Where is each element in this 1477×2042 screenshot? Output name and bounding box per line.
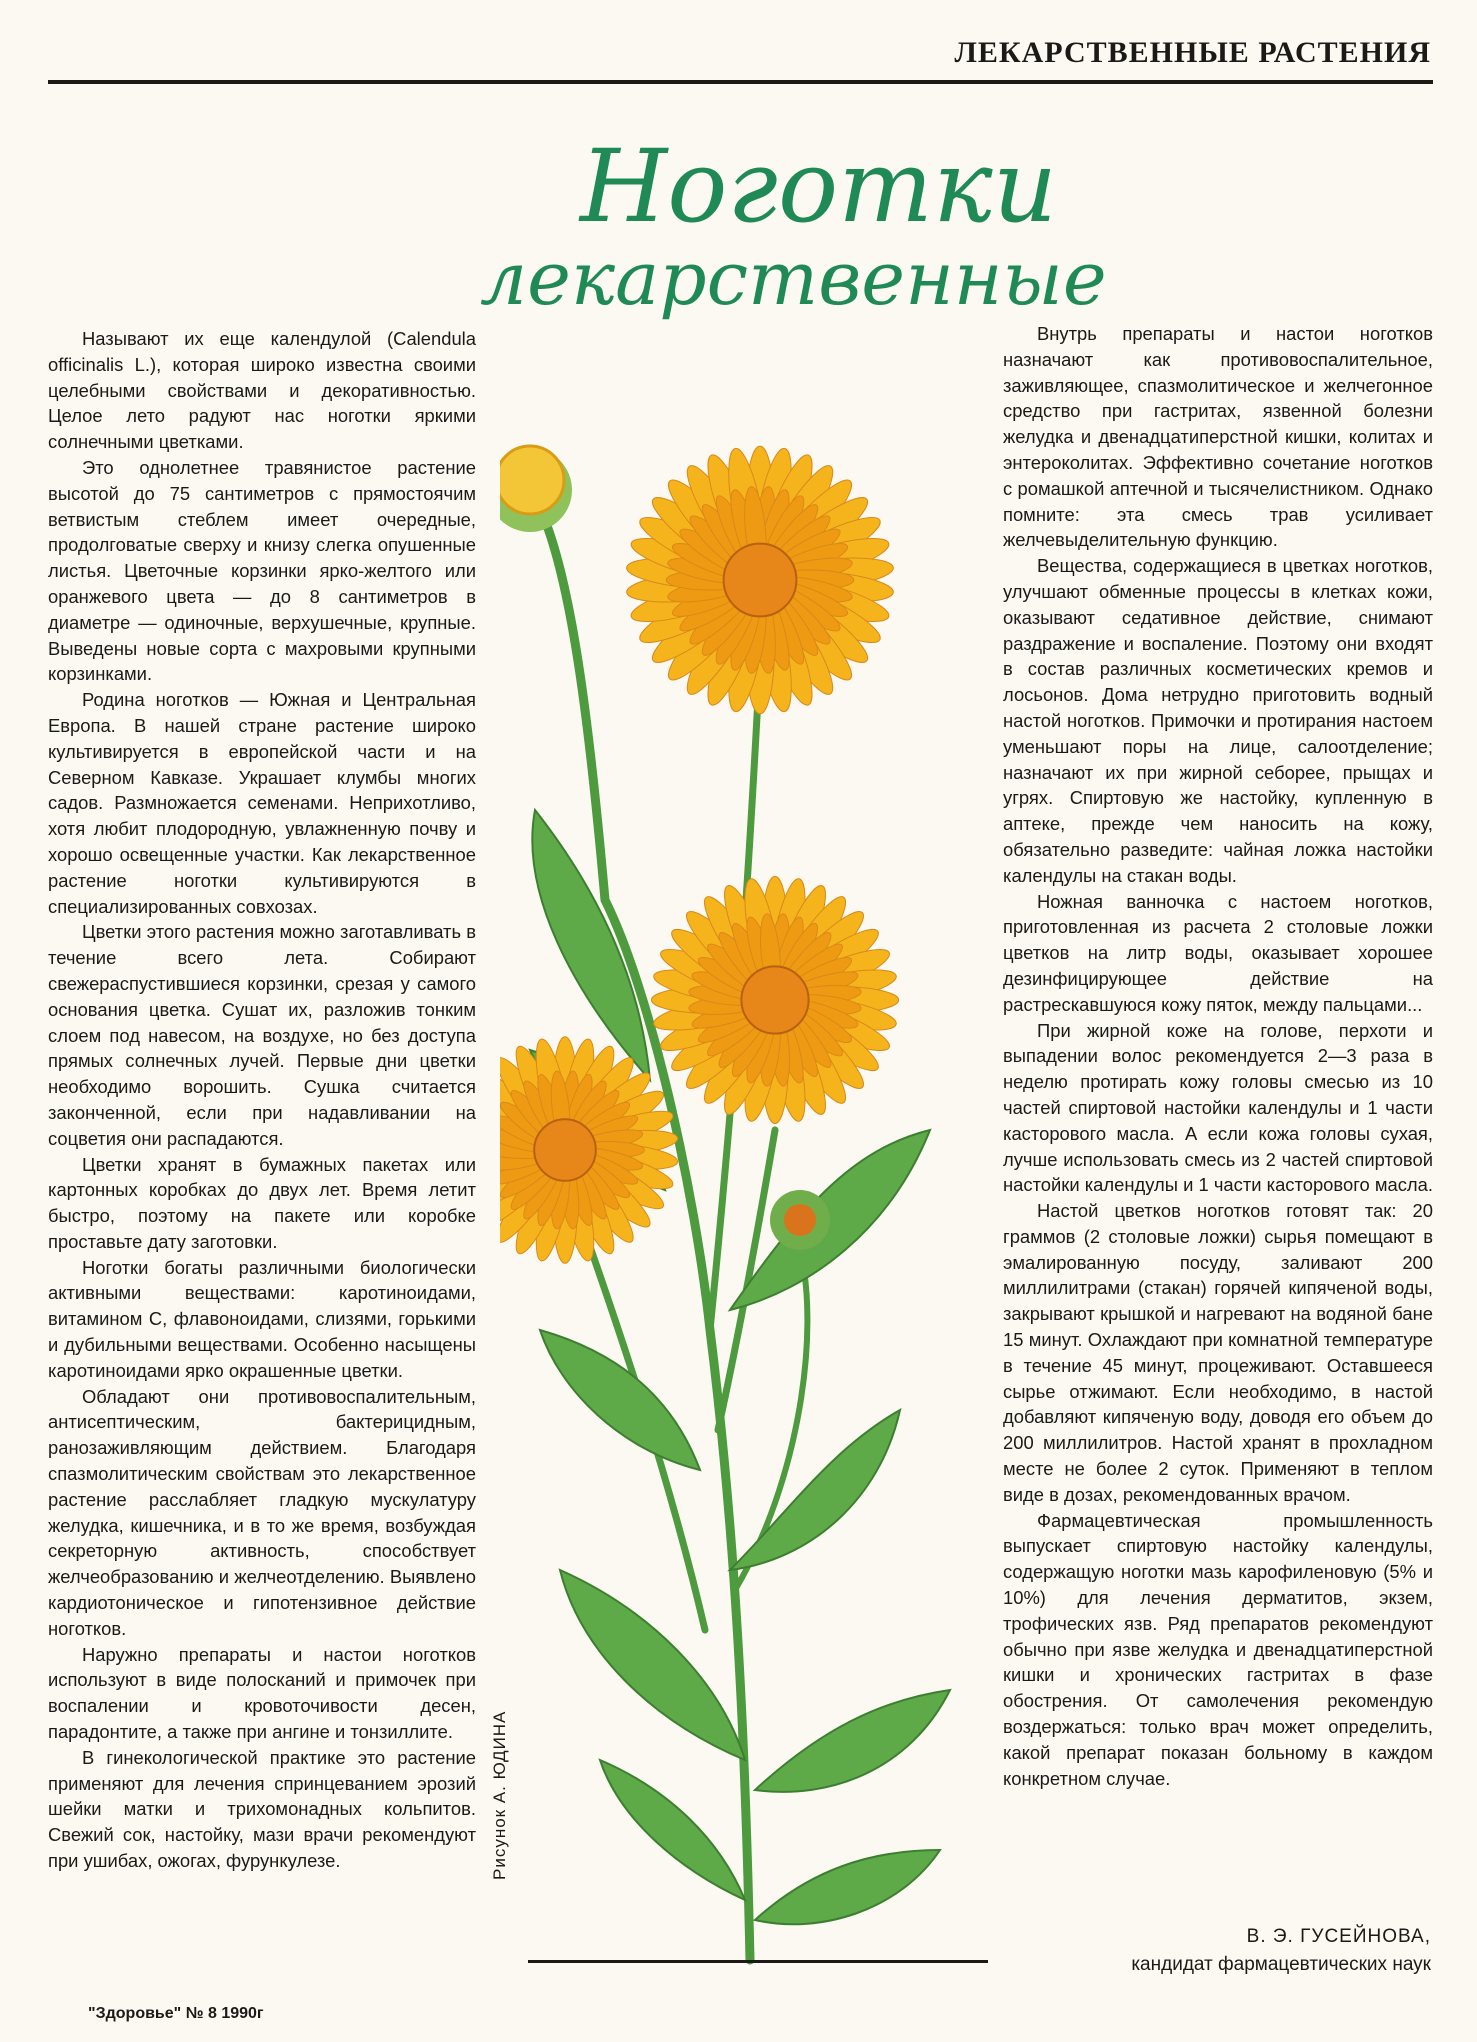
illustration-credit: Рисунок А. ЮДИНА (490, 1710, 509, 1880)
leaf (755, 1850, 940, 1924)
author-name: В. Э. ГУСЕЙНОВА, (1246, 1926, 1431, 1947)
illustration-rule (528, 1960, 988, 1963)
title-line-2: лекарственные (480, 236, 1107, 322)
flower-head (651, 876, 899, 1124)
paragraph: Обладают они противовоспалительным, антисептическим, бактерицидным, ранозаживляющим действием. Благодаря спазмолитическим свойствам это лекарственное растение расслабляет гладкую мускулатуру желудка, кишечника, и в то же время, возбуждая секреторную активность, способствует желчеобразованию и желчеотделению. Выявлено кардиотоническое и гипотензивное действие ноготков. (48, 1385, 476, 1639)
paragraph: Цветки хранят в бумажных пакетах или картонных коробках до двух лет. Время летит быстро, поэтому на пакете или коробке проставьте дату заготовки. (48, 1153, 476, 1252)
leaf (755, 1690, 950, 1792)
paragraph: Ножная ванночка с настоем ноготков, приготовленная из расчета 2 столовые ложки цветков на литр воды, оказывает хорошее дезинфицирующее действие на растрескавшуюся кожу пяток, между пальцами... (1003, 890, 1433, 1015)
paragraph: Наружно препараты и настои ноготков используют в виде полосканий и примочек при воспалении и кровоточивости десен, парадонтите, а также при ангине и тонзиллите. (48, 1643, 476, 1743)
flower-head (500, 1037, 679, 1264)
bud-head (784, 1204, 816, 1236)
flower-disc (534, 1119, 596, 1181)
leaf (730, 1410, 900, 1570)
paragraph: Вещества, содержащиеся в цветках ноготков, улучшают обменные процессы в клетках кожи, оказывают седативное действие, снимают раздражение и воспаление. Поэтому они входят в состав различных косметических кремов и лосьонов. Дома нетрудно приготовить водный настой ноготков. Примочки и протирания настоем уменьшают поры на лице, салоотделение; назначают их при жирной себорее, прыщах и угрях. Спиртовую же настойку, купленную в аптеке, прежде чем наносить на кожу, обязательно разведите: чайная ложка настойки календулы на стакан воды. (1003, 555, 1433, 886)
article-title (470, 128, 1107, 338)
right-column (1003, 321, 1433, 1791)
paragraph: При жирной коже на голове, перхоти и выпадении волос рекомендуется 2—3 раза в неделю протирать кожу головы смесью из 10 частей спиртовой настойки календулы и 1 части касторового масла. А если кожа головы сухая, лучше использовать смесь из 2 частей спиртовой настойки календулы и 1 части касторового масла. (1003, 1019, 1433, 1196)
flower-bud-small (770, 1190, 830, 1250)
header-rule (48, 80, 1433, 84)
flower-disc (724, 544, 797, 617)
signature (1131, 1923, 1431, 1979)
leaf (532, 810, 650, 1080)
bud-head (500, 446, 564, 514)
leaf (560, 1570, 745, 1760)
paragraph: Это однолетнее травянистое растение высотой до 75 сантиметров с прямостоячим ветвистым стеблем имеет очередные, продолговатые сверху и книзу слегка опушенные листья. Цветочные корзинки ярко-желтого или оранжевого цвета — до 8 сантиметров в диаметре — одиночные, верхушечные, крупные. Выведены новые сорта с махровыми крупными корзинками. (48, 456, 476, 685)
source-footer: "Здоровье" № 8 1990г (88, 2005, 264, 2022)
leaf (600, 1760, 745, 1900)
calendula-illustration (500, 430, 1000, 1990)
paragraph: Фармацевтическая промышленность выпускает спиртовую настойку календулы, содержащую ноготки мазь карофиленовую (5% и 10%) для лечения дерматитов, экзем, трофических язв. Ряд препаратов рекомендуют обычно при язве желудка и двенадцатиперстной кишки и хронических гастритах в фазе обострения. От самолечения рекомендую воздержаться: только врач может определить, какой препарат показан больному в каждом конкретном случае. (1003, 1509, 1433, 1789)
title-line-1: Ноготки (580, 128, 1058, 245)
left-column (48, 326, 476, 1874)
paragraph: Называют их еще календулой (Calendula officinalis L.), которая широко известна своими целебными свойствами и декоративностью. Целое лето радуют нас ноготки яркими солнечными цветками. (48, 328, 476, 453)
flower-disc (741, 966, 808, 1033)
author-role: кандидат фармацевтических наук (1131, 1954, 1431, 1975)
paragraph: В гинекологической практике это растение применяют для лечения спринцеванием эрозий шейки матки и трихомонадных кольпитов. Свежий сок, настойку, мази врачи рекомендуют при ушибах, ожогах, фурункулезе. (48, 1746, 476, 1872)
paragraph: Внутрь препараты и настои ноготков назначают как противовоспалительное, заживляющее, спазмолитическое и желчегонное средство при гастритах, язвенной болезни желудка и двенадцатиперстной кишки, колитах и энтероколитах. Эффективно сочетание ноготков с ромашкой аптечной и тысячелистником. Однако помните: эта смесь трав усиливает желчевыделительную функцию. (1003, 323, 1433, 551)
flower-head (625, 446, 894, 714)
flower-bud-top (500, 446, 572, 532)
paragraph: Настой цветков ноготков готовят так: 20 граммов (2 столовые ложки) сырья помещают в эмалированную посуду, заливают 200 миллилитрами (стакан) горячей кипяченой воды, закрывают крышкой и нагревают на водяной бане 15 минут. Охлаждают при комнатной температуре в течение 45 минут, процеживают. Оставшееся сырье отжимают. Если необходимо, в настой добавляют кипяченую воду, доводя его объем до 200 миллилитров. Настой хранят в прохладном месте не более 2 суток. Применяют в теплом виде в дозах, рекомендованных врачом. (1003, 1200, 1433, 1505)
section-rubric: ЛЕКАРСТВЕННЫЕ РАСТЕНИЯ (954, 36, 1431, 69)
paragraph: Ноготки богаты различными биологически активными веществами: каротиноидами, витамином С, флавоноидами, слизями, горькими и дубильными веществами. Особенно насыщены каротиноидами ярко окрашенные цветки. (48, 1256, 476, 1381)
paragraph: Родина ноготков — Южная и Центральная Европа. В нашей стране растение широко культивируется в европейской части и на Северном Кавказе. Украшает клумбы многих садов. Размножается семенами. Неприхотливо, хотя любит плодородную, увлажненную почву и хорошо освещенные участки. Как лекарственное растение ноготки культивируются в специализированных совхозах. (48, 689, 476, 917)
leaf (540, 1330, 700, 1470)
paragraph: Цветки этого растения можно заготавливать в течение всего лета. Собирают свежераспустившиеся корзинки, срезая у самого основания цветка. Сушат их, разложив тонким слоем под навесом, на воздухе, но без доступа прямых солнечных лучей. Первые дни цветки необходимо ворошить. Сушка считается законченной, если при надавливании на соцветия они распадаются. (48, 921, 476, 1149)
